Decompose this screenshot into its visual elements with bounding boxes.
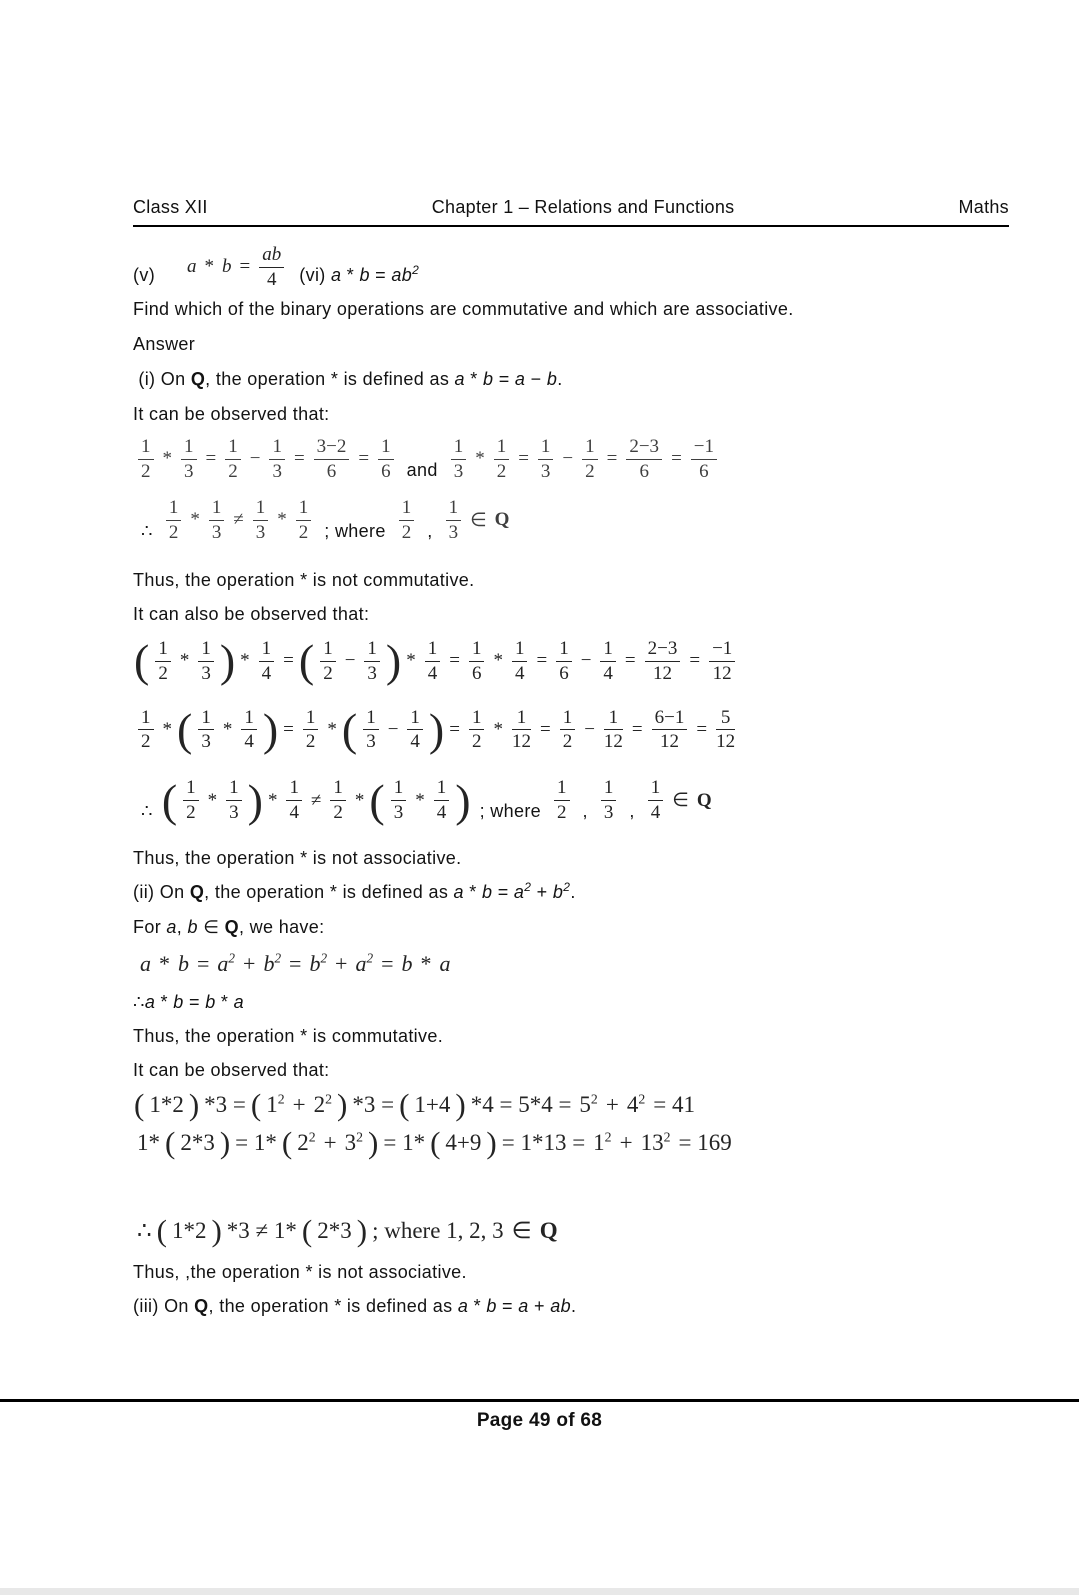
paragraph-observed-3: It can be observed that:	[133, 1060, 330, 1081]
paragraph-for-ab: For a, b ∈ Q, we have:	[133, 917, 325, 938]
paragraph-not-commutative: Thus, the operation * is not commutative.	[133, 569, 475, 590]
math-display-associative-left: ( $\frac{1}{2}$ * $\frac{1}{3}$ ) * $\frac{1}{4}$ = ( $\frac{1}{2}$ − $\frac{1}{3}$ ) * $\frac{1}{4}$ = $\frac{1}{6}$ * $\frac{1}{4}$ = $\frac{1}{6}$ − $\frac{1}{4}$ = $\frac{2-3}{12}$ = $\frac{-1}{12}$	[133, 639, 1009, 684]
math-line-left-assoc-123: ( 1*2 ) *3 = ( $1^2$ + $2^2$ ) *3 = ( 1+4 ) *4 = 5*4 = $5^2$ + $4^2$ = 41	[134, 1087, 695, 1123]
paragraph-commutative: Thus, the operation * is commutative.	[133, 1026, 444, 1047]
header-class-label: Class XII	[133, 197, 208, 217]
header-chapter-title: Chapter 1 – Relations and Functions	[431, 197, 735, 217]
problem-vi-expression: (vi) $a * b = ab^2$	[299, 262, 420, 285]
paragraph-case-ii: (ii) On Q, the operation * is defined as $a * b = a^2 + b^2$.	[133, 880, 576, 903]
page-header	[133, 197, 1009, 227]
paragraph-case-iii: (iii) On Q, the operation * is defined as a * b = a + ab.	[133, 1296, 577, 1317]
footer-rule	[0, 1399, 1079, 1402]
window-bottom-bar	[0, 1588, 1079, 1595]
paragraph-observed-1: It can be observed that:	[133, 403, 330, 424]
problem-v-formula: a * b = $\frac{ab}{4}$	[183, 245, 289, 290]
math-display-commutative-conclusion: ∴ $\frac{1}{2}$ * $\frac{1}{3}$ ≠ $\frac{1}{3}$ * $\frac{1}{2}$ ; where $\frac{1}{2}$ , $\frac{1}{3}$ ∈ Q	[141, 496, 510, 543]
paragraph-observed-2: It can also be observed that:	[133, 603, 370, 624]
paragraph-not-associative-2: Thus, ,the operation * is not associative.	[133, 1262, 467, 1283]
header-subject-label: Maths	[958, 197, 1009, 217]
problem-v-label: (v)	[133, 264, 156, 285]
math-line-right-assoc-123: 1* ( 2*3 ) = 1* ( $2^2$ + $3^2$ ) = 1* ( 4+9 ) = 1*13 = $1^2$ + $13^2$ = 169	[137, 1125, 732, 1161]
paragraph-find-question: Find which of the binary operations are commutative and which are associative.	[133, 298, 794, 319]
page-number: Page 49 of 68	[476, 1410, 603, 1431]
math-display-commutative-check: $\frac{1}{2}$ * $\frac{1}{3}$ = $\frac{1}{2}$ − $\frac{1}{3}$ = $\frac{3-2}{6}$ = $\frac{1}{6}$ and $\frac{1}{3}$ * $\frac{1}{2}$ = $\frac{1}{3}$ − $\frac{1}{2}$ = $\frac{2-3}{6}$ = $\frac{-1}{6}$	[133, 437, 1009, 482]
paragraph-case-i: (i) On Q, the operation * is defined as a * b = a − b.	[133, 368, 563, 389]
page-content	[133, 197, 1009, 1317]
math-line-squares-commutative: a * b = $a^2$ + $b^2$ = $b^2$ + $a^2$ = b * a	[140, 950, 451, 977]
paragraph-answer-label: Answer	[133, 333, 196, 354]
paragraph-not-associative-1: Thus, the operation * is not associative.	[133, 848, 462, 869]
math-line-assoc-conclusion-123: ∴ ( 1*2 ) *3 ≠ 1* ( 2*3 ) ; where 1, 2, 3 ∈ Q	[137, 1213, 558, 1249]
paragraph-therefore-ab: ∴a * b = b * a	[133, 992, 245, 1013]
math-display-associative-right: $\frac{1}{2}$ * ( $\frac{1}{3}$ * $\frac{1}{4}$ ) = $\frac{1}{2}$ * ( $\frac{1}{3}$ − $\frac{1}{4}$ ) = $\frac{1}{2}$ * $\frac{1}{12}$ = $\frac{1}{2}$ − $\frac{1}{12}$ = $\frac{6-1}{12}$ = $\frac{5}{12}$	[133, 708, 1009, 753]
math-display-associative-conclusion: ∴ ( $\frac{1}{2}$ * $\frac{1}{3}$ ) * $\frac{1}{4}$ ≠ $\frac{1}{2}$ * ( $\frac{1}{3}$ * $\frac{1}{4}$ ) ; where $\frac{1}{2}$ , $\frac{1}{3}$ , $\frac{1}{4}$ ∈ Q	[141, 774, 712, 826]
problem-v-line	[133, 244, 1009, 290]
